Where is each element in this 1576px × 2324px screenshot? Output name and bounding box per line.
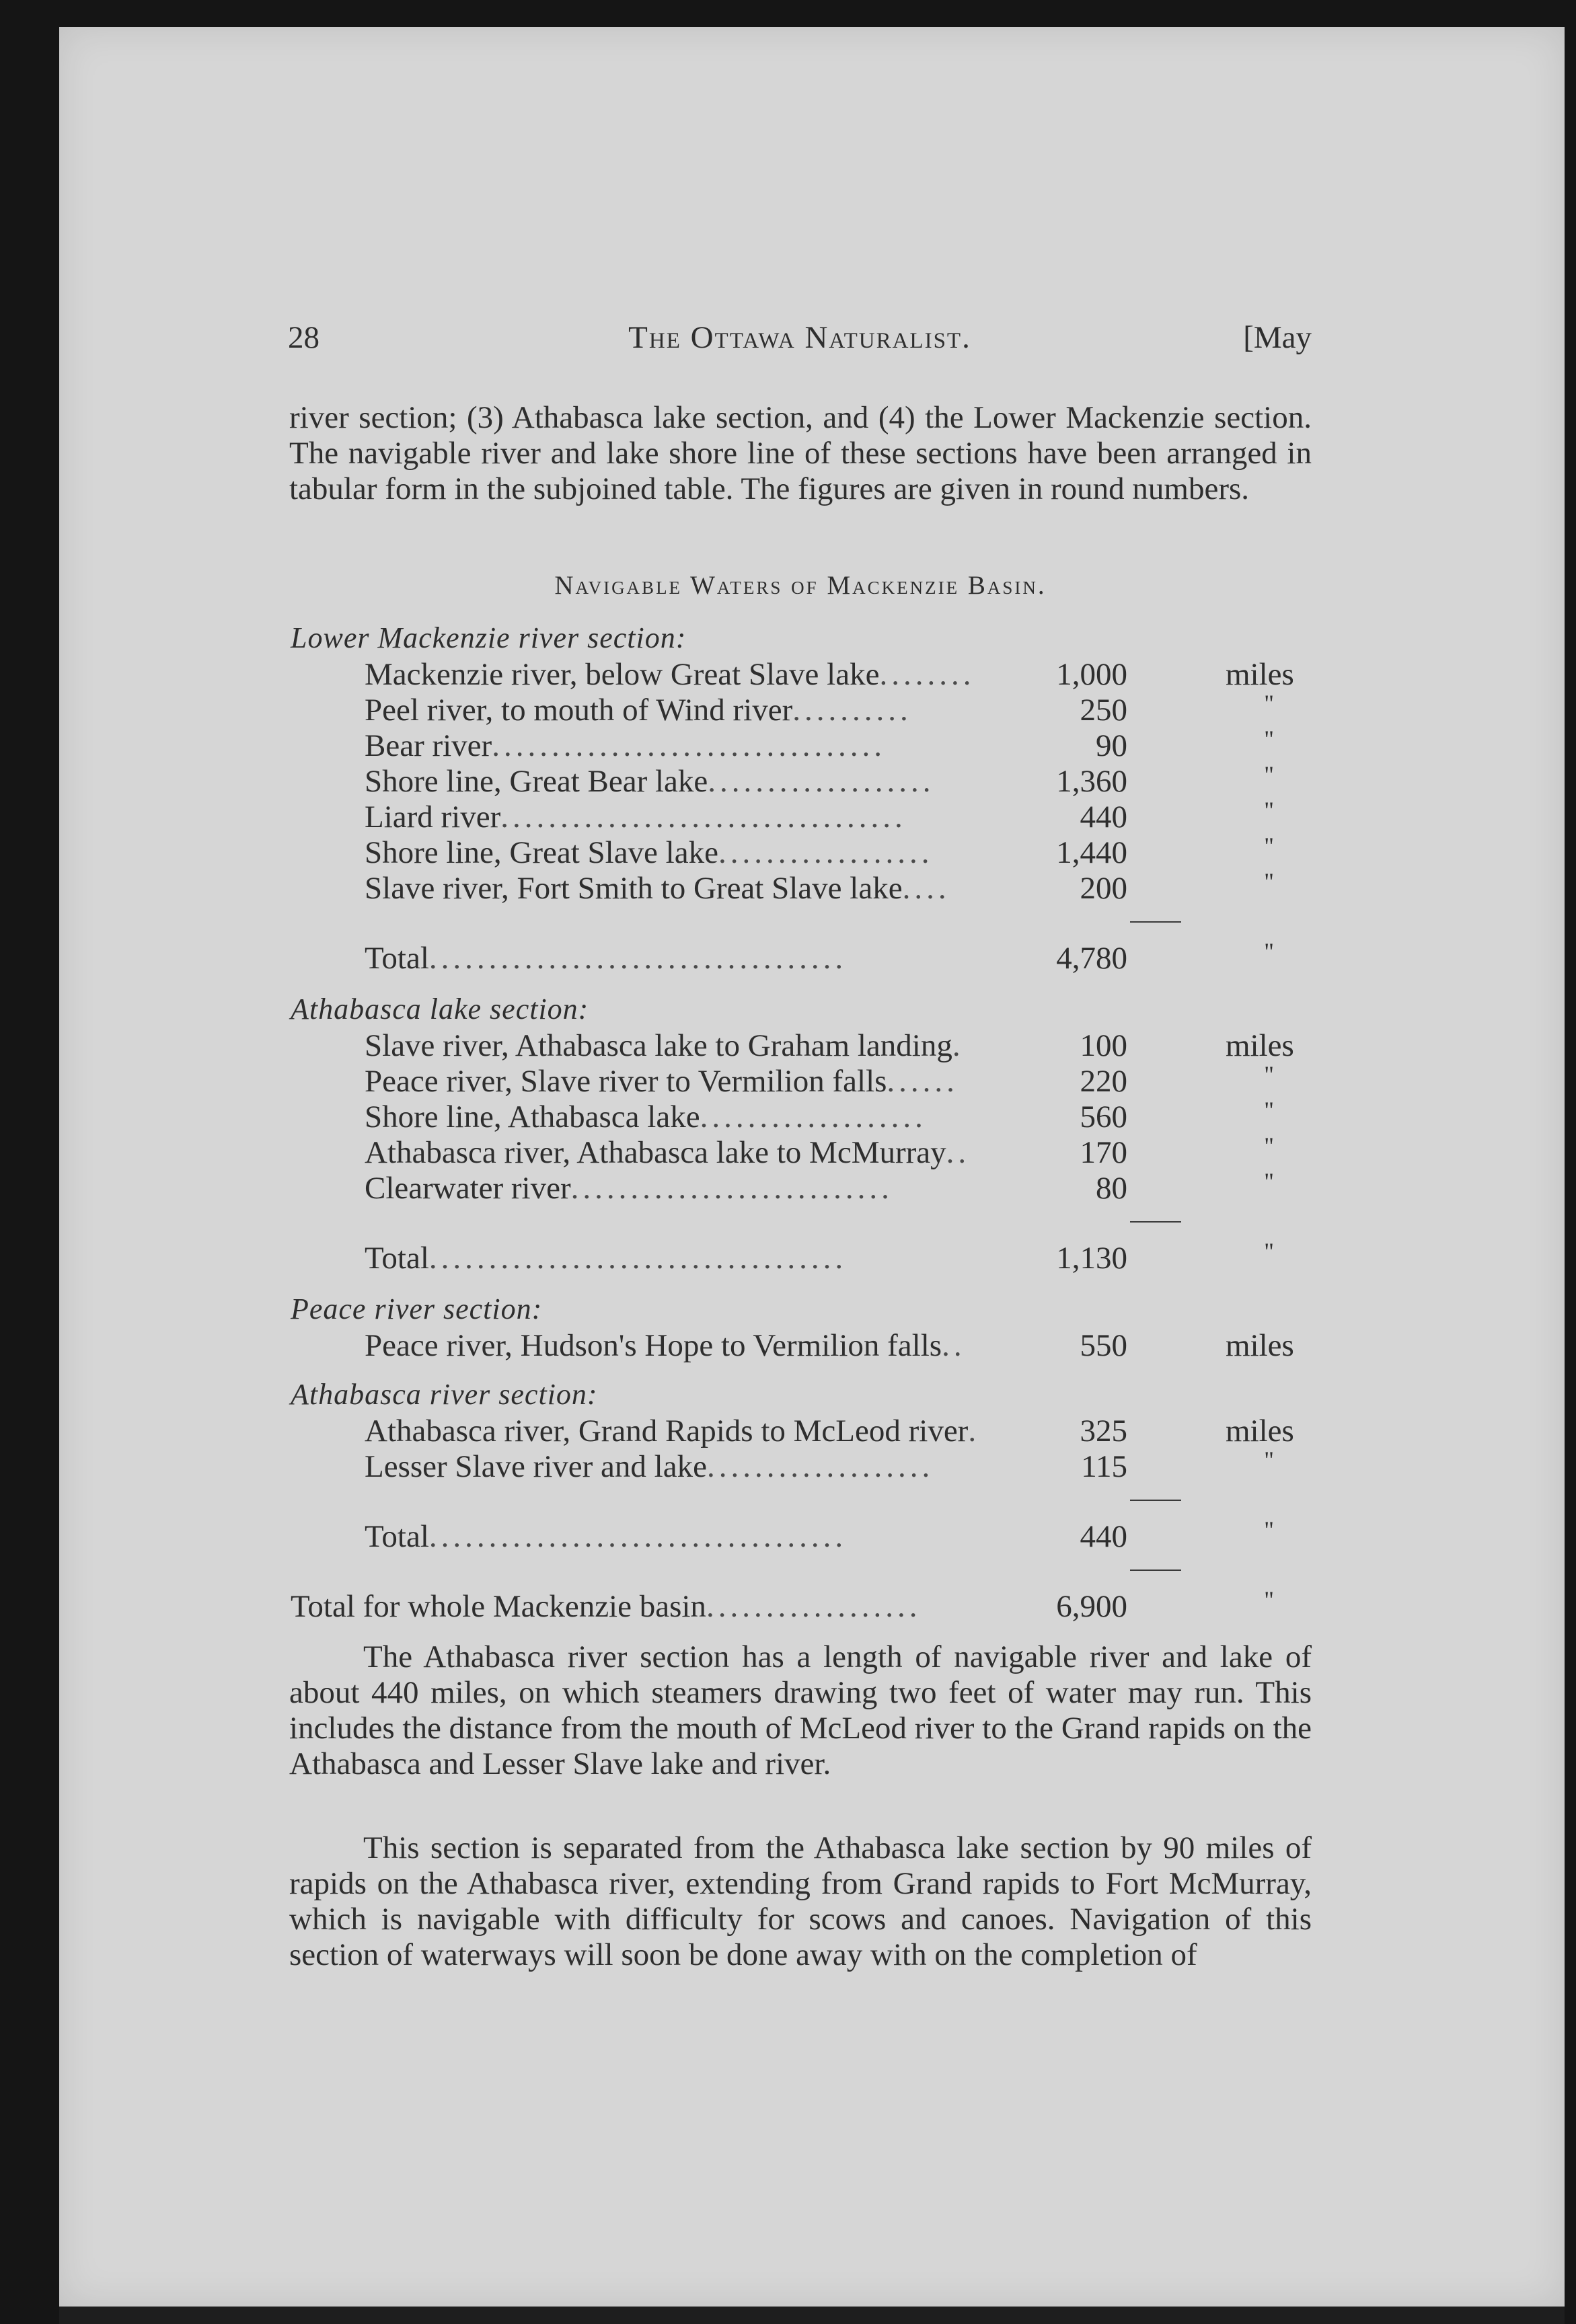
row-value: 250: [1080, 693, 1127, 728]
grand-total-row: Total for whole Mackenzie basin.................. 6,900 ": [291, 1586, 1274, 1624]
table-row: Shore line, Great Slave lake.................. 1,440 ": [365, 832, 1274, 870]
table-row: Athabasca river, Grand Rapids to McLeod river. 325 miles: [365, 1413, 1314, 1449]
scan-edge: [1565, 0, 1576, 2324]
ditto-mark: ": [1264, 797, 1274, 824]
section-heading: Lower Mackenzie river section:: [291, 621, 687, 654]
ditto-mark: ": [1264, 868, 1274, 895]
section-heading: Athabasca river section:: [291, 1378, 598, 1411]
total-value: 1,130: [1056, 1241, 1127, 1276]
ditto-mark: ": [1264, 726, 1274, 752]
total-rule: [1130, 1570, 1181, 1571]
ditto-mark: ": [1264, 1516, 1274, 1543]
table-row: Peel river, to mouth of Wind river.......... 250 ": [365, 690, 1274, 728]
table-row: Lesser Slave river and lake................... 115 ": [365, 1446, 1274, 1484]
table-row: Athabasca river, Athabasca lake to McMurray.. 170 ": [365, 1132, 1274, 1170]
ditto-mark: ": [1264, 1586, 1274, 1613]
total-value: 4,780: [1056, 941, 1127, 976]
table-row: Slave river, Athabasca lake to Graham landing. 100 miles: [365, 1028, 1314, 1064]
row-value: 440: [1080, 800, 1127, 835]
total-rule: [1130, 921, 1181, 923]
table-row: Slave river, Fort Smith to Great Slave lake.... 200 ": [365, 868, 1274, 906]
row-value: 90: [1096, 728, 1127, 763]
body-paragraph: This section is separated from the Athabasca lake section by 90 miles of rapids on the Athabasca river, extending from Grand rapids to Fort McMurray, which is navigable with difficulty for scows and canoes. Navigation of this section of waterways will soon be done away with on the completion of: [289, 1830, 1312, 1972]
grand-total-value: 6,900: [1056, 1589, 1127, 1624]
ditto-mark: ": [1264, 832, 1274, 859]
ditto-mark: ": [1264, 690, 1274, 717]
ditto-mark: ": [1264, 1061, 1274, 1088]
row-value: 220: [1080, 1064, 1127, 1099]
page-number: 28: [288, 320, 320, 355]
row-value: 200: [1080, 871, 1127, 906]
journal-title: The Ottawa Naturalist.: [628, 320, 971, 355]
row-value: 550: [1080, 1328, 1127, 1363]
section-heading: Athabasca lake section:: [291, 993, 589, 1025]
ditto-mark: ": [1264, 1168, 1274, 1195]
row-value: 1,000: [1056, 657, 1127, 692]
table-row: Bear river................................. 90 ": [365, 726, 1274, 763]
ditto-mark: ": [1264, 938, 1274, 965]
section-heading: Peace river section:: [291, 1292, 543, 1325]
row-unit: miles: [1226, 1413, 1294, 1448]
total-rule: [1130, 1221, 1181, 1223]
row-value: 1,440: [1056, 835, 1127, 870]
total-value: 440: [1080, 1519, 1127, 1554]
table-row: Shore line, Great Bear lake................... 1,360 ": [365, 761, 1274, 799]
row-value: 170: [1080, 1135, 1127, 1170]
intro-paragraph: river section; (3) Athabasca lake section, and (4) the Lower Mackenzie section. The navigable river and lake shore line of these sections have been arranged in tabular form in the subjoined table. The figures are given in round numbers.: [289, 400, 1312, 506]
issue-month: [May: [1243, 320, 1312, 355]
row-unit: miles: [1226, 1028, 1294, 1063]
table-row: Shore line, Athabasca lake................... 560 ": [365, 1097, 1274, 1134]
table-row: Clearwater river........................... 80 ": [365, 1168, 1274, 1206]
ditto-mark: ": [1264, 1446, 1274, 1473]
ditto-mark: ": [1264, 1238, 1274, 1265]
row-unit: miles: [1226, 657, 1294, 692]
row-value: 1,360: [1056, 764, 1127, 799]
ditto-mark: ": [1264, 1097, 1274, 1124]
row-value: 115: [1081, 1449, 1127, 1484]
row-value: 325: [1080, 1413, 1127, 1448]
row-value: 80: [1096, 1171, 1127, 1206]
row-value: 100: [1080, 1028, 1127, 1063]
running-head: [288, 319, 1312, 360]
table-row: Liard river.................................. 440 ": [365, 797, 1274, 835]
ditto-mark: ": [1264, 761, 1274, 788]
body-paragraph: The Athabasca river section has a length of navigable river and lake of about 440 miles, on which steamers drawing two feet of water may run. This includes the distance from the mouth of McLeod river to the Grand rapids on the Athabasca and Lesser Slave lake and river.: [289, 1639, 1312, 1781]
table-caption: Navigable Waters of Mackenzie Basin.: [554, 571, 1047, 600]
row-unit: miles: [1226, 1328, 1294, 1363]
table-row: Peace river, Hudson's Hope to Vermilion falls.. 550 miles: [365, 1327, 1314, 1364]
scan-shadow: [59, 2307, 1565, 2324]
total-row: Total................................... 1,130 ": [365, 1238, 1274, 1276]
total-row: Total................................... 4,780 ": [365, 938, 1274, 976]
row-value: 560: [1080, 1099, 1127, 1134]
total-rule: [1130, 1500, 1181, 1501]
ditto-mark: ": [1264, 1132, 1274, 1159]
total-row: Total................................... 440 ": [365, 1516, 1274, 1554]
table-row: Peace river, Slave river to Vermilion falls...... 220 ": [365, 1061, 1274, 1099]
table-row: Mackenzie river, below Great Slave lake........ 1,000 miles: [365, 656, 1314, 693]
